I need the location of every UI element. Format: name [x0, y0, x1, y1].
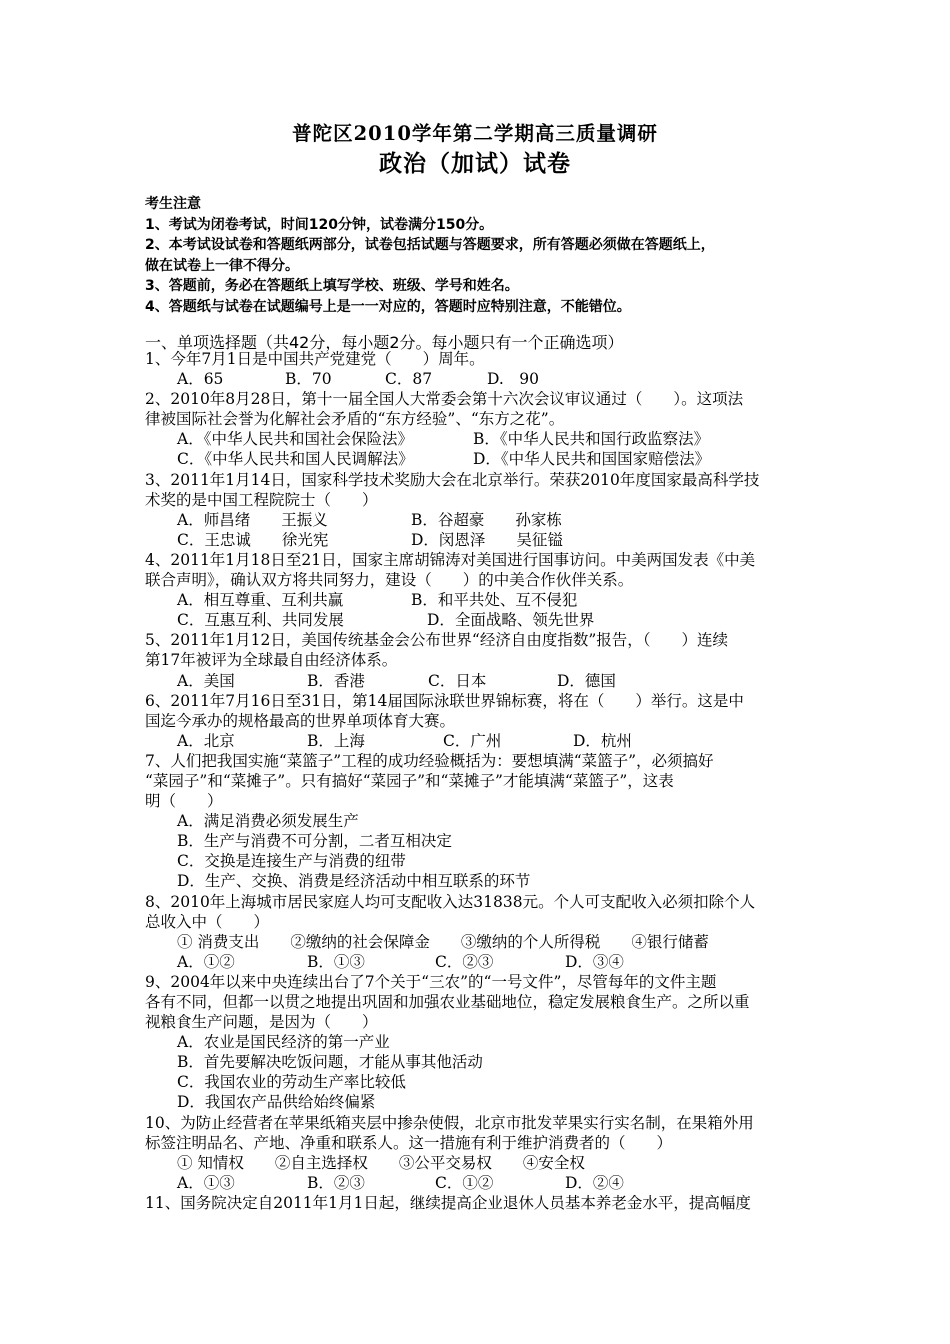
- option-b: B．《中华人民共和国行政监察法》: [473, 430, 710, 449]
- option-a: A．北京: [177, 731, 235, 750]
- option-c: C．②③: [435, 952, 494, 971]
- option-a: A．《中华人民共和国社会保险法》: [177, 430, 413, 449]
- question-stem-9-cont: 视粮食生产问题，是因为（ ）: [145, 1013, 378, 1032]
- question-stem-8-cont: 总收入中（ ）: [145, 912, 270, 931]
- question-options-4b: [145, 610, 810, 630]
- option-d: D．闵恩泽 吴征镒: [411, 530, 563, 549]
- question-stem-2: 2、2010年8月28日，第十一届全国人大常委会第十六次会议审议通过（ ）。这项法: [145, 390, 744, 409]
- question-stem-3: 3、2011年1月14日，国家科学技术奖励大会在北京举行。荣获2010年度国家最高科学技: [145, 470, 760, 489]
- question-items-10: ① 知情权 ②自主选择权 ③公平交易权 ④安全权: [177, 1153, 585, 1172]
- option-b: B．70: [285, 370, 332, 389]
- notes-line: 2、本考试设试卷和答题纸两部分，试卷包括试题与答题要求，所有答题必须做在答题纸上，: [145, 237, 715, 253]
- question-stem-9-cont: 各有不同，但都一以贯之地提出巩固和加强农业基础地位，稳定发展粮食生产。之所以重: [145, 993, 750, 1011]
- option-b: B．谷超豪 孙家栋: [411, 510, 562, 529]
- option-c: C．日本: [428, 671, 487, 690]
- question-options-5: [145, 671, 810, 691]
- question-stem-6-cont: 国迄今承办的规格最高的世界单项体育大赛。: [145, 711, 456, 730]
- question-options-3b: [145, 530, 810, 550]
- notes-line: 1、考试为闭卷考试，时间120分钟，试卷满分150分。: [145, 216, 494, 233]
- question-stem-5-cont: 第17年被评为全球最自由经济体系。: [145, 651, 398, 670]
- option-d: D. 90: [487, 370, 540, 389]
- question-options-2a: [145, 429, 810, 449]
- option-d: D．杭州: [573, 731, 632, 750]
- question-stem-6: 6、2011年7月16日至31日，第14届国际泳联世界锦标赛，将在（ ）举行。这是中: [145, 691, 744, 710]
- question-stem-3-cont: 术奖的是中国工程院院士（ ）: [145, 490, 378, 509]
- question-stem-10: 10、为防止经营者在苹果纸箱夹层中掺杂使假，北京市批发苹果实行实名制，在果箱外用: [145, 1113, 754, 1132]
- exam-title: 普陀区2010学年第二学期高三质量调研: [292, 122, 658, 145]
- option-b: B．①③: [307, 952, 365, 971]
- question-stem-8: 8、2010年上海城市居民家庭人均可支配收入达31838元。个人可支配收入必须扣除个人: [145, 892, 756, 911]
- option-b: B．香港: [307, 671, 365, 690]
- question-items-8: ① 消费支出 ②缴纳的社会保障金 ③缴纳的个人所得税 ④银行储蓄: [177, 932, 709, 951]
- question-stem-1: 1、今年7月1日是中国共产党建党（ ）周年。: [145, 350, 485, 368]
- option-b: B．②③: [307, 1173, 365, 1192]
- option-c: C．我国农业的劳动生产率比较低: [177, 1073, 406, 1092]
- option-b: B．上海: [307, 731, 365, 750]
- notes-line: 4、答题纸与试卷在试题编号上是一一对应的，答题时应特别注意，不能错位。: [145, 298, 631, 315]
- question-list: [145, 349, 810, 1213]
- question-stem-5: 5、2011年1月12日，美国传统基金会公布世界“经济自由度指数”报告，（ ）连续: [145, 631, 728, 650]
- option-c: C．互惠互利、共同发展: [177, 611, 344, 630]
- option-c: C．《中华人民共和国人民调解法》: [177, 450, 414, 469]
- option-a: A．相互尊重、互利共赢: [177, 591, 344, 610]
- option-a: A．美国: [177, 671, 235, 690]
- option-c: C．87: [385, 370, 433, 389]
- question-options-8: [145, 952, 810, 972]
- exam-notes: [145, 194, 825, 317]
- question-stem-4: 4、2011年1月18日至21日，国家主席胡锦涛对美国进行国事访问。中美两国发表《中美: [145, 550, 756, 569]
- question-options-1: [145, 369, 810, 389]
- option-a: A．农业是国民经济的第一产业: [177, 1033, 390, 1052]
- question-options-4a: [145, 590, 810, 610]
- question-options-10: [145, 1173, 810, 1193]
- question-stem-10-cont: 标签注明品名、产地、净重和联系人。这一措施有利于维护消费者的（ ）: [145, 1133, 673, 1152]
- option-b: B．和平共处、互不侵犯: [411, 591, 578, 610]
- question-options-3a: [145, 510, 810, 530]
- notes-line: 做在试卷上一律不得分。: [145, 257, 299, 274]
- notes-line: 3、答题前，务必在答题纸上填写学校、班级、学号和姓名。: [145, 278, 519, 294]
- option-a: A．65: [177, 370, 224, 389]
- option-d: D．③④: [565, 952, 624, 971]
- option-c: C．①②: [435, 1173, 494, 1192]
- option-b: B．生产与消费不可分割，二者互相决定: [177, 832, 452, 851]
- option-d: D．我国农产品供给始终偏紧: [177, 1093, 376, 1112]
- question-options-2b: [145, 449, 810, 469]
- option-c: C．王忠诚 徐光宪: [177, 530, 329, 549]
- question-stem-11: 11、国务院决定自2011年1月1日起，继续提高企业退休人员基本养老金水平，提高幅度: [145, 1193, 751, 1212]
- question-stem-7-cont: 明（ ）: [145, 792, 223, 811]
- option-d: D．《中华人民共和国国家赔偿法》: [473, 450, 711, 469]
- option-a: A．师昌绪 王振义: [177, 510, 328, 529]
- question-stem-7-cont: “菜园子”和“菜摊子”。只有搞好“菜园子”和“菜摊子”才能填满“菜篮子”，这表: [145, 771, 674, 790]
- option-a: A．满足消费必须发展生产: [177, 812, 359, 831]
- question-stem-4-cont: 联合声明》，确认双方将共同努力，建设（ ）的中美合作伙伴关系。: [145, 571, 634, 590]
- option-d: D．生产、交换、消费是经济活动中相互联系的环节: [177, 872, 531, 891]
- question-stem-9: 9、2004年以来中央连续出台了7个关于“三农”的“一号文件”，尽管每年的文件主题: [145, 972, 717, 991]
- option-c: C．交换是连接生产与消费的纽带: [177, 852, 406, 871]
- option-c: C．广州: [443, 731, 502, 750]
- question-stem-2-cont: 律被国际社会誉为化解社会矛盾的“东方经验”、“东方之花”。: [145, 410, 565, 429]
- option-b: B．首先要解决吃饭问题，才能从事其他活动: [177, 1053, 483, 1072]
- question-stem-7: 7、人们把我国实施“菜篮子”工程的成功经验概括为：要想填满“菜篮子”，必须搞好: [145, 751, 714, 770]
- section-title: 一、单项选择题（共42分，每小题2分。每小题只有一个正确选项）: [145, 333, 624, 352]
- option-a: A．①③: [177, 1173, 235, 1192]
- option-a: A．①②: [177, 952, 235, 971]
- question-options-6: [145, 731, 810, 751]
- exam-subtitle: 政治（加试）试卷: [379, 150, 571, 177]
- notes-heading: 考生注意: [145, 196, 201, 212]
- option-d: D．②④: [565, 1173, 624, 1192]
- option-d: D．全面战略、领先世界: [427, 611, 595, 630]
- option-d: D．德国: [557, 671, 616, 690]
